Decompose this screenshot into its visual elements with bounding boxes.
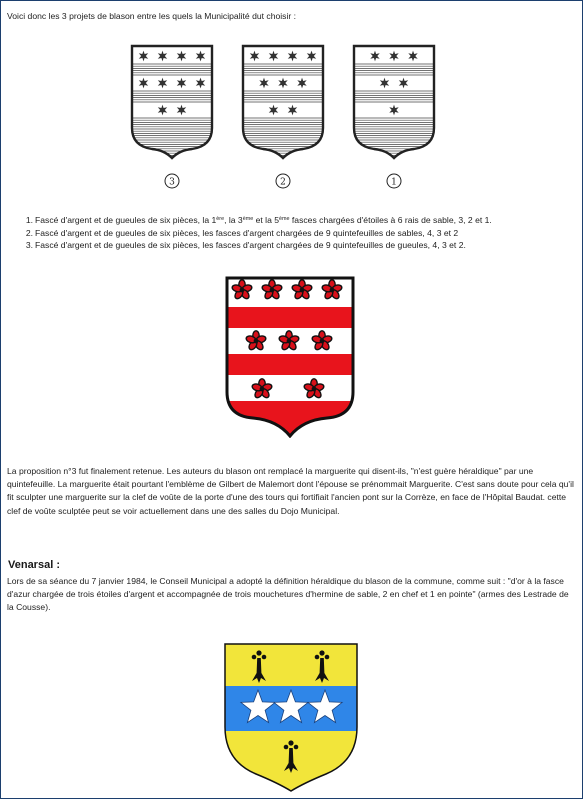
star-icon (269, 51, 278, 62)
project-text: , la 3 (224, 215, 243, 225)
projects-list (25, 214, 492, 252)
project-item-2: 2. Fascé d'argent et de gueules de six pièces, les fasces d'argent chargées de 9 quintefeuilles de sables, 4, 3 et 2 (25, 227, 459, 238)
star-icon (307, 51, 316, 62)
star-icon (408, 51, 417, 62)
red-white-shield-image (223, 274, 357, 438)
paragraph-proposition: La proposition n°3 fut finalement retenue. Les auteurs du blason ont remplacé la marguerite qui disent-ils, "n'est guère héraldique" par une quintefeuille. La marguerite était pourtant l'emblème de Gilbert de Malemort dont l'épouse se prénommait Marguerite. C'est sans doute pour cela qu'il fit sculpter une marguerite sur la clef de voûte de la porte d'une des tours qui fortifiait l'ancien pont sur la Corrèze, en face de l'Hôpital Baudat. cette clef de voûte sculptée peut se voir actuellement dans une des salles du Dojo Municipal. (7, 466, 574, 516)
star-icon (177, 51, 186, 62)
venarsal-coat-of-arms (222, 641, 360, 793)
paragraph-venarsal: Lors de sa séance du 7 janvier 1984, le Conseil Municipal a adopté la définition héraldique du blason de la commune, comme suit : "d'or à la fasce d'azur chargée de trois étoiles d'argent et accompagnée de trois mouchetures d'hermine de sable, 2 en chef et 1 en pointe" (armes des Lestrade de la Cousse). (7, 576, 569, 613)
sketch-shield-project-2 (239, 42, 327, 192)
ordinal-superscript: ère (216, 216, 225, 222)
sketch-shield-3-image (128, 42, 216, 192)
project-item-1: 1. Fascé d'argent et de gueules de six pièces, la 1ère, la 3ème et la 5ème fasces chargées d'étoiles à 6 rais de sable, 3, 2 et 1. (25, 215, 492, 225)
sketch-number-label: 1 (391, 177, 397, 188)
venarsal-heading: Venarsal : (8, 559, 60, 571)
star-icon (278, 78, 287, 89)
sketch-shield-2-image (239, 42, 327, 192)
star-icon (259, 78, 268, 89)
project-text: et la 5 (253, 215, 280, 225)
star-icon (389, 105, 398, 116)
ordinal-superscript: ème (279, 216, 290, 222)
intro-text: Voici donc les 3 projets de blason entre les quels la Municipalité dut choisir : (7, 11, 297, 21)
project-text: Fascé d'argent et de gueules de six pièces, la 1 (35, 215, 217, 225)
project-text: Fascé d'argent et de gueules de six pièces, les fasces d'argent chargées de 9 quintefeuilles de sables, 4, 3 et 2 (35, 227, 459, 238)
project-text: fasces chargées d'étoiles à 6 rais de sable, 3, 2 et 1. (289, 215, 492, 225)
star-icon (399, 78, 408, 89)
star-icon (139, 51, 148, 62)
sketch-shield-project-3 (128, 42, 216, 192)
star-icon (158, 105, 167, 116)
sketch-shields-row (128, 42, 438, 192)
star-icon (297, 78, 306, 89)
star-icon (269, 105, 278, 116)
star-icon (177, 78, 186, 89)
sketch-shield-1-image (350, 42, 438, 192)
star-icon (196, 78, 205, 89)
sketch-number-label: 2 (280, 177, 286, 188)
sketch-number-label: 3 (169, 177, 175, 188)
star-icon (389, 51, 398, 62)
star-icon (158, 78, 167, 89)
star-icon (288, 51, 297, 62)
star-icon (380, 78, 389, 89)
star-icon (139, 78, 148, 89)
project-text: Fascé d'argent et de gueules de six pièces, les fasces d'argent chargées de 9 quintefeuilles de gueules, 4, 3 et 2. (35, 240, 466, 251)
star-icon (158, 51, 167, 62)
star-icon (250, 51, 259, 62)
ordinal-superscript: ème (242, 216, 254, 222)
chosen-coat-of-arms (223, 274, 357, 438)
star-icon (288, 105, 297, 116)
project-item-3: 3. Fascé d'argent et de gueules de six pièces, les fasces d'argent chargées de 9 quintefeuilles de gueules, 4, 3 et 2. (25, 240, 466, 251)
star-icon (196, 51, 205, 62)
star-icon (370, 51, 379, 62)
sketch-shield-project-1 (350, 42, 438, 192)
venarsal-shield-image (222, 641, 360, 793)
star-icon (177, 105, 186, 116)
